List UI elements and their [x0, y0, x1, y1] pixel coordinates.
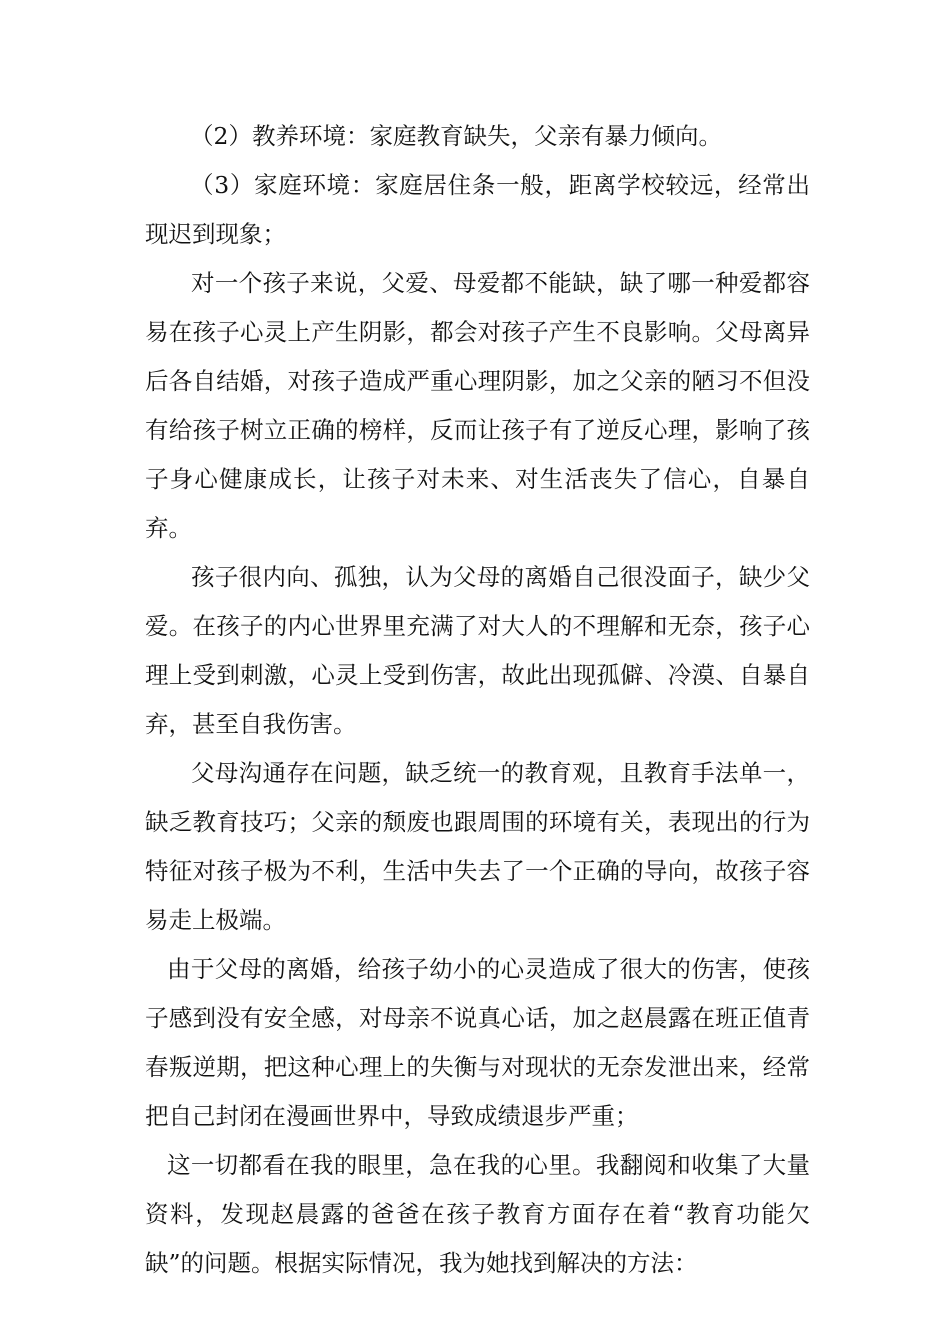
paragraph-parental-love: 对一个孩子来说，父爱、母爱都不能缺，缺了哪一种爱都容易在孩子心灵上产生阴影，都会对孩子产生不良影响。父母离异后各自结婚，对孩子造成严重心理阴影，加之父亲的陋习不但没有给孩子树立正确的榜样，反而让孩子有了逆反心理，影响了孩子身心健康成长，让孩子对未来、对生活丧失了信心，自暴自弃。	[145, 269, 810, 542]
paragraph-upbringing-environment: （2）教养环境：家庭教育缺失，父亲有暴力倾向。	[190, 122, 722, 150]
paragraph-divorce-impact: 由于父母的离婚，给孩子幼小的心灵造成了很大的伤害，使孩子感到没有安全感，对母亲不说真心话，加之赵晨露在班正值青春叛逆期，把这种心理上的失衡与对现状的无奈发泄出来，经常把自己封闭在漫画世界中，导致成绩退步严重；	[145, 955, 810, 1130]
paragraph-parent-communication: 父母沟通存在问题，缺乏统一的教育观，且教育手法单一，缺乏教育技巧；父亲的颓废也跟周围的环境有关，表现出的行为特征对孩子极为不利，生活中失去了一个正确的导向，故孩子容易走上极端。	[145, 759, 810, 934]
document-body	[145, 112, 810, 1288]
paragraph-child-introverted: 孩子很内向、孤独，认为父母的离婚自己很没面子，缺少父爱。在孩子的内心世界里充满了对大人的不理解和无奈，孩子心理上受到刺激，心灵上受到伤害，故此出现孤僻、冷漠、自暴自弃，甚至自我伤害。	[145, 563, 810, 738]
paragraph-teacher-response: 这一切都看在我的眼里，急在我的心里。我翻阅和收集了大量资料，发现赵晨露的爸爸在孩子教育方面存在着“教育功能欠缺”的问题。根据实际情况，我为她找到解决的方法：	[145, 1151, 810, 1277]
paragraph-family-environment: （3）家庭环境：家庭居住条一般，距离学校较远，经常出现迟到现象；	[145, 171, 810, 248]
